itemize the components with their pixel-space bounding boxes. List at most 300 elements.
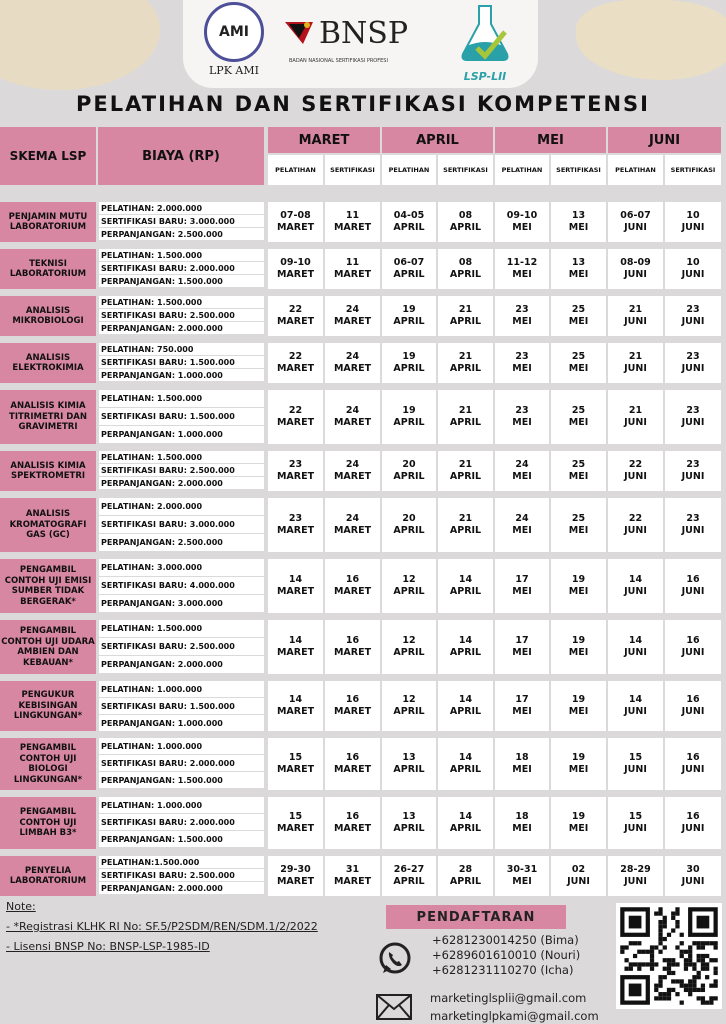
date-month: MARET (333, 363, 372, 374)
date-day: 28 (458, 864, 473, 875)
date-month: JUNI (624, 706, 647, 717)
date-day: 08 (458, 257, 473, 268)
date-day: 17 (515, 574, 529, 585)
date-month: JUNI (681, 706, 705, 717)
header-month-juni: JUNI (608, 127, 721, 153)
date-day: 16 (345, 811, 360, 822)
date-day: 23 (686, 304, 700, 315)
date-day: 24 (345, 513, 360, 524)
date-cell (608, 681, 663, 731)
date-month: MEI (512, 764, 532, 775)
date-day: 23 (515, 304, 529, 315)
date-day: 15 (628, 752, 643, 763)
date-day: 25 (571, 459, 586, 470)
lsp-logo (445, 2, 525, 84)
date-month: MARET (276, 525, 315, 536)
date-day: 19 (571, 574, 586, 585)
date-cell (438, 738, 493, 790)
date-cell (325, 296, 380, 336)
date-month: APRIL (393, 586, 425, 597)
date-month: JUNI (624, 647, 647, 658)
logo-header (183, 0, 538, 88)
date-month: APRIL (449, 876, 482, 887)
date-cell (608, 451, 663, 491)
row-biaya-line: PERPANJANGAN: 2.500.000 (99, 534, 264, 551)
date-cell (608, 202, 663, 242)
date-day: 14 (458, 635, 473, 646)
date-cell (495, 738, 549, 790)
date-cell (382, 856, 436, 896)
date-cell (495, 296, 549, 336)
date-month: JUNI (624, 764, 647, 775)
row-biaya-line: PELATIHAN: 750.000 (99, 343, 264, 355)
row-biaya-line: PELATIHAN: 1.500.000 (99, 620, 264, 637)
date-month: APRIL (393, 706, 425, 717)
date-day: 18 (515, 752, 529, 763)
date-cell (382, 390, 436, 444)
date-month: JUNI (624, 586, 647, 597)
date-cell (551, 451, 606, 491)
row-biaya-line: SERTIFIKASI BARU: 2.500.000 (99, 638, 264, 655)
lsp-flask-icon (455, 2, 515, 64)
date-cell (551, 296, 606, 336)
date-cell (268, 559, 323, 613)
date-day: 25 (571, 405, 586, 416)
date-cell (551, 249, 606, 289)
date-cell (665, 451, 721, 491)
ami-caption: LPK AMI (209, 64, 259, 77)
date-month: JUNI (681, 471, 705, 482)
bnsp-wordmark: BNSP (319, 16, 409, 51)
row-skema: PENYELIA LABORATORIUM (0, 856, 96, 896)
date-day: 22 (628, 459, 643, 470)
row-biaya-line: PELATIHAN: 1.500.000 (99, 296, 264, 308)
date-month: MARET (333, 269, 372, 280)
date-day: 21 (628, 304, 643, 315)
date-day: 29-30 (280, 864, 311, 875)
date-cell (268, 738, 323, 790)
bnsp-logo (283, 14, 443, 74)
date-day: 19 (571, 752, 586, 763)
date-day: 21 (458, 513, 473, 524)
date-month: MARET (333, 647, 372, 658)
date-cell (495, 797, 549, 849)
date-cell (438, 249, 493, 289)
subheader-pelatihan: PELATIHAN (608, 155, 663, 185)
date-month: MARET (333, 525, 372, 536)
subheader-pelatihan: PELATIHAN (268, 155, 323, 185)
row-biaya-line: PELATIHAN: 1.000.000 (99, 681, 264, 697)
date-day: 22 (288, 405, 303, 416)
row-biaya-line: SERTIFIKASI BARU: 2.000.000 (99, 755, 264, 771)
date-day: 24 (345, 304, 360, 315)
date-cell (382, 498, 436, 552)
date-cell (438, 797, 493, 849)
date-cell (325, 681, 380, 731)
date-cell (438, 498, 493, 552)
date-cell (551, 856, 606, 896)
row-biaya-line: PELATIHAN: 2.000.000 (99, 202, 264, 214)
date-day: 22 (288, 351, 303, 362)
date-cell (382, 559, 436, 613)
phone-bima[interactable]: +6281230014250 (Bima) (432, 933, 579, 947)
subheader-pelatihan: PELATIHAN (382, 155, 436, 185)
notes-title: Note: (6, 900, 36, 913)
date-day: 17 (515, 694, 529, 705)
date-month: MARET (276, 222, 315, 233)
date-month: APRIL (449, 269, 482, 280)
date-day: 11-12 (506, 257, 538, 268)
date-cell (608, 797, 663, 849)
date-cell (325, 559, 380, 613)
date-cell (382, 681, 436, 731)
date-month: APRIL (393, 417, 425, 428)
row-biaya-line: PELATIHAN: 1.500.000 (99, 390, 264, 407)
date-cell (382, 451, 436, 491)
date-month: APRIL (449, 764, 482, 775)
date-cell (382, 738, 436, 790)
row-biaya-line: PERPANJANGAN: 2.000.000 (99, 882, 264, 894)
date-day: 19 (402, 351, 416, 362)
row-skema: ANALISIS MIKROBIOLOGI (0, 296, 96, 336)
date-cell (608, 856, 663, 896)
date-day: 14 (628, 635, 643, 646)
row-biaya-line: PERPANJANGAN: 1.000.000 (99, 426, 264, 443)
date-day: 23 (288, 459, 303, 470)
date-cell (608, 296, 663, 336)
date-cell (495, 202, 549, 242)
date-cell (438, 390, 493, 444)
row-biaya-line: SERTIFIKASI BARU: 3.000.000 (99, 215, 264, 227)
date-day: 12 (402, 635, 416, 646)
date-cell (382, 797, 436, 849)
row-biaya-line: PERPANJANGAN: 2.000.000 (99, 656, 264, 673)
date-cell (608, 620, 663, 674)
date-cell (608, 738, 663, 790)
date-month: JUNI (624, 525, 647, 536)
phone-icha[interactable]: +6281231110270 (Icha) (432, 963, 574, 977)
date-month: JUNI (681, 269, 705, 280)
date-cell (665, 856, 721, 896)
date-month: JUNI (681, 586, 705, 597)
date-day: 19 (571, 811, 586, 822)
row-skema: ANALISIS ELEKTROKIMIA (0, 343, 96, 383)
row-skema: ANALISIS KIMIA TITRIMETRI DAN GRAVIMETRI (0, 390, 96, 444)
date-day: 10 (686, 257, 700, 268)
row-skema: PENGAMBIL CONTOH UJI UDARA AMBIEN DAN KEBAUAN* (0, 620, 96, 674)
phone-nouri[interactable]: +6289601610010 (Nouri) (432, 948, 581, 962)
date-month: MARET (333, 764, 372, 775)
ami-logo (199, 2, 269, 82)
date-day: 16 (686, 752, 700, 763)
date-month: APRIL (449, 316, 482, 327)
row-biaya-line: SERTIFIKASI BARU: 4.000.000 (99, 577, 264, 594)
row-biaya-line: PERPANJANGAN: 1.500.000 (99, 831, 264, 847)
date-month: APRIL (393, 316, 425, 327)
whatsapp-icon[interactable] (377, 941, 413, 977)
subheader-sertifikasi: SERTIFIKASI (665, 155, 721, 185)
phone-list (432, 933, 580, 978)
date-cell (438, 343, 493, 383)
row-biaya-line: SERTIFIKASI BARU: 2.000.000 (99, 262, 264, 274)
header-month-april: APRIL (382, 127, 493, 153)
date-cell (438, 681, 493, 731)
email-lsplii[interactable]: marketinglsplii@gmail.com (430, 991, 587, 1005)
row-biaya-line: SERTIFIKASI BARU: 2.500.000 (99, 464, 264, 476)
date-day: 14 (628, 694, 643, 705)
date-month: MEI (512, 586, 532, 597)
date-month: MEI (512, 525, 532, 536)
subheader-sertifikasi: SERTIFIKASI (438, 155, 493, 185)
row-biaya-line: PELATIHAN: 1.500.000 (99, 451, 264, 463)
date-cell (665, 620, 721, 674)
qr-code-icon (616, 903, 722, 1009)
date-month: JUNI (681, 363, 705, 374)
date-cell (551, 620, 606, 674)
row-skema: ANALISIS KIMIA SPEKTROMETRI (0, 451, 96, 491)
date-cell (325, 856, 380, 896)
date-day: 16 (345, 752, 360, 763)
date-cell (438, 202, 493, 242)
date-month: MARET (333, 706, 372, 717)
email-list (430, 989, 599, 1024)
date-day: 19 (571, 635, 586, 646)
row-biaya-line: PERPANJANGAN: 2.000.000 (99, 477, 264, 489)
date-cell (382, 343, 436, 383)
date-cell (551, 343, 606, 383)
decor-blob-left (0, 0, 160, 90)
notes (6, 900, 318, 960)
bnsp-mark-icon (285, 20, 315, 46)
date-month: MEI (512, 706, 532, 717)
row-biaya-line: PELATIHAN: 1.500.000 (99, 249, 264, 261)
date-month: MEI (568, 586, 589, 597)
date-day: 14 (288, 635, 303, 646)
date-cell (268, 498, 323, 552)
date-cell (495, 620, 549, 674)
date-day: 21 (458, 304, 473, 315)
date-month: JUNI (624, 316, 647, 327)
date-day: 14 (458, 752, 473, 763)
row-skema: PENGAMBIL CONTOH UJI LIMBAH B3* (0, 797, 96, 849)
date-month: APRIL (393, 647, 425, 658)
mail-icon[interactable] (376, 994, 412, 1020)
date-cell (495, 856, 549, 896)
date-cell (665, 296, 721, 336)
ami-logo-text: AMI (219, 24, 249, 40)
date-cell (495, 498, 549, 552)
date-month: MARET (333, 471, 372, 482)
date-month: APRIL (393, 823, 425, 834)
date-cell (608, 249, 663, 289)
subheader-pelatihan: PELATIHAN (495, 155, 549, 185)
date-day: 11 (345, 210, 360, 221)
date-day: 08 (458, 210, 473, 221)
date-cell (551, 390, 606, 444)
row-biaya-line: PELATIHAN: 1.000.000 (99, 797, 264, 813)
date-day: 24 (515, 459, 529, 470)
date-day: 08-09 (620, 257, 651, 268)
row-biaya-line: PELATIHAN: 3.000.000 (99, 559, 264, 576)
date-day: 16 (345, 694, 360, 705)
date-cell (665, 390, 721, 444)
row-biaya-line: SERTIFIKASI BARU: 1.500.000 (99, 408, 264, 425)
date-month: APRIL (393, 525, 425, 536)
date-day: 23 (686, 405, 700, 416)
date-day: 18 (515, 811, 529, 822)
date-cell (268, 856, 323, 896)
date-cell (495, 249, 549, 289)
date-day: 21 (628, 351, 643, 362)
date-month: MEI (512, 471, 532, 482)
page-title: PELATIHAN DAN SERTIFIKASI KOMPETENSI (76, 92, 650, 116)
row-biaya-line: SERTIFIKASI BARU: 1.500.000 (99, 356, 264, 368)
row-biaya-line: PERPANJANGAN: 2.000.000 (99, 322, 264, 334)
date-month: MARET (276, 586, 315, 597)
date-month: MEI (568, 706, 589, 717)
date-month: MEI (512, 269, 532, 280)
date-cell (268, 620, 323, 674)
date-day: 17 (515, 635, 529, 646)
date-day: 15 (628, 811, 643, 822)
date-day: 20 (402, 513, 416, 524)
date-day: 21 (458, 351, 473, 362)
date-month: MEI (512, 316, 532, 327)
date-month: MARET (276, 823, 315, 834)
date-day: 10 (686, 210, 700, 221)
date-day: 23 (515, 351, 529, 362)
row-biaya-line: SERTIFIKASI BARU: 2.500.000 (99, 869, 264, 881)
date-day: 14 (288, 574, 303, 585)
registration-heading: PENDAFTARAN (386, 905, 566, 929)
row-biaya-line: PELATIHAN: 1.000.000 (99, 738, 264, 754)
date-cell (268, 202, 323, 242)
date-month: APRIL (449, 471, 482, 482)
date-month: APRIL (393, 222, 425, 233)
date-day: 13 (402, 811, 416, 822)
row-biaya-line: PERPANJANGAN: 1.500.000 (99, 772, 264, 788)
date-month: MEI (568, 823, 589, 834)
date-day: 14 (458, 811, 473, 822)
date-day: 19 (402, 405, 416, 416)
date-cell (268, 451, 323, 491)
date-month: JUNI (681, 876, 705, 887)
date-cell (551, 681, 606, 731)
date-day: 21 (458, 405, 473, 416)
date-day: 25 (571, 304, 586, 315)
date-day: 12 (402, 694, 416, 705)
date-day: 19 (571, 694, 586, 705)
date-month: MEI (512, 222, 532, 233)
date-month: MEI (568, 525, 589, 536)
date-day: 02 (571, 864, 586, 875)
date-day: 23 (686, 459, 700, 470)
date-cell (665, 681, 721, 731)
date-day: 09-10 (280, 257, 311, 268)
date-cell (608, 390, 663, 444)
date-month: MEI (568, 363, 589, 374)
subheader-sertifikasi: SERTIFIKASI (325, 155, 380, 185)
row-biaya-line: PERPANJANGAN: 1.000.000 (99, 369, 264, 381)
date-cell (438, 451, 493, 491)
date-month: APRIL (393, 471, 425, 482)
email-lpkami[interactable]: marketinglpkami@gmail.com (430, 1009, 599, 1023)
date-month: JUNI (681, 316, 705, 327)
date-cell (665, 797, 721, 849)
date-day: 04-05 (393, 210, 425, 221)
row-skema: PENJAMIN MUTU LABORATORIUM (0, 202, 96, 242)
date-day: 09-10 (506, 210, 538, 221)
date-cell (665, 738, 721, 790)
date-cell (551, 498, 606, 552)
date-cell (495, 343, 549, 383)
date-cell (665, 343, 721, 383)
date-month: JUNI (681, 525, 705, 536)
row-biaya-line: SERTIFIKASI BARU: 1.500.000 (99, 698, 264, 714)
date-day: 13 (571, 210, 586, 221)
date-day: 06-07 (620, 210, 651, 221)
header-month-maret: MARET (268, 127, 380, 153)
lsp-caption: LSP-LII (463, 70, 507, 83)
note-license: - Lisensi BNSP No: BNSP-LSP-1985-ID (6, 940, 210, 953)
date-day: 20 (402, 459, 416, 470)
date-cell (382, 202, 436, 242)
date-cell (325, 498, 380, 552)
row-biaya-line: SERTIFIKASI BARU: 2.500.000 (99, 309, 264, 321)
date-month: MEI (568, 316, 589, 327)
date-month: MARET (276, 706, 315, 717)
date-day: 06-07 (393, 257, 425, 268)
date-cell (438, 559, 493, 613)
date-month: MARET (276, 363, 315, 374)
date-cell (665, 498, 721, 552)
date-month: JUNI (624, 363, 647, 374)
date-month: MARET (276, 764, 315, 775)
date-month: APRIL (449, 525, 482, 536)
subheader-sertifikasi: SERTIFIKASI (551, 155, 606, 185)
note-registration: - *Registrasi KLHK RI No: SF.5/P2SDM/REN/SDM.1/2/2022 (6, 920, 318, 933)
date-month: MARET (333, 876, 372, 887)
date-cell (495, 559, 549, 613)
date-cell (325, 797, 380, 849)
date-day: 15 (288, 752, 303, 763)
date-day: 25 (571, 351, 586, 362)
date-day: 13 (571, 257, 586, 268)
date-day: 30 (686, 864, 700, 875)
date-cell (608, 559, 663, 613)
date-month: MARET (333, 823, 372, 834)
date-month: MARET (276, 316, 315, 327)
date-month: MEI (512, 363, 532, 374)
date-month: JUNI (681, 764, 705, 775)
date-day: 19 (402, 304, 416, 315)
date-day: 23 (515, 405, 529, 416)
date-month: APRIL (393, 269, 425, 280)
date-month: MARET (276, 647, 315, 658)
date-month: MARET (333, 316, 372, 327)
date-cell (551, 797, 606, 849)
date-cell (665, 559, 721, 613)
date-cell (608, 343, 663, 383)
date-month: APRIL (393, 363, 425, 374)
date-month: JUNI (624, 876, 647, 887)
date-cell (268, 681, 323, 731)
date-month: MARET (276, 471, 315, 482)
date-cell (382, 620, 436, 674)
date-day: 23 (686, 351, 700, 362)
date-day: 16 (686, 574, 700, 585)
date-month: MEI (568, 471, 589, 482)
